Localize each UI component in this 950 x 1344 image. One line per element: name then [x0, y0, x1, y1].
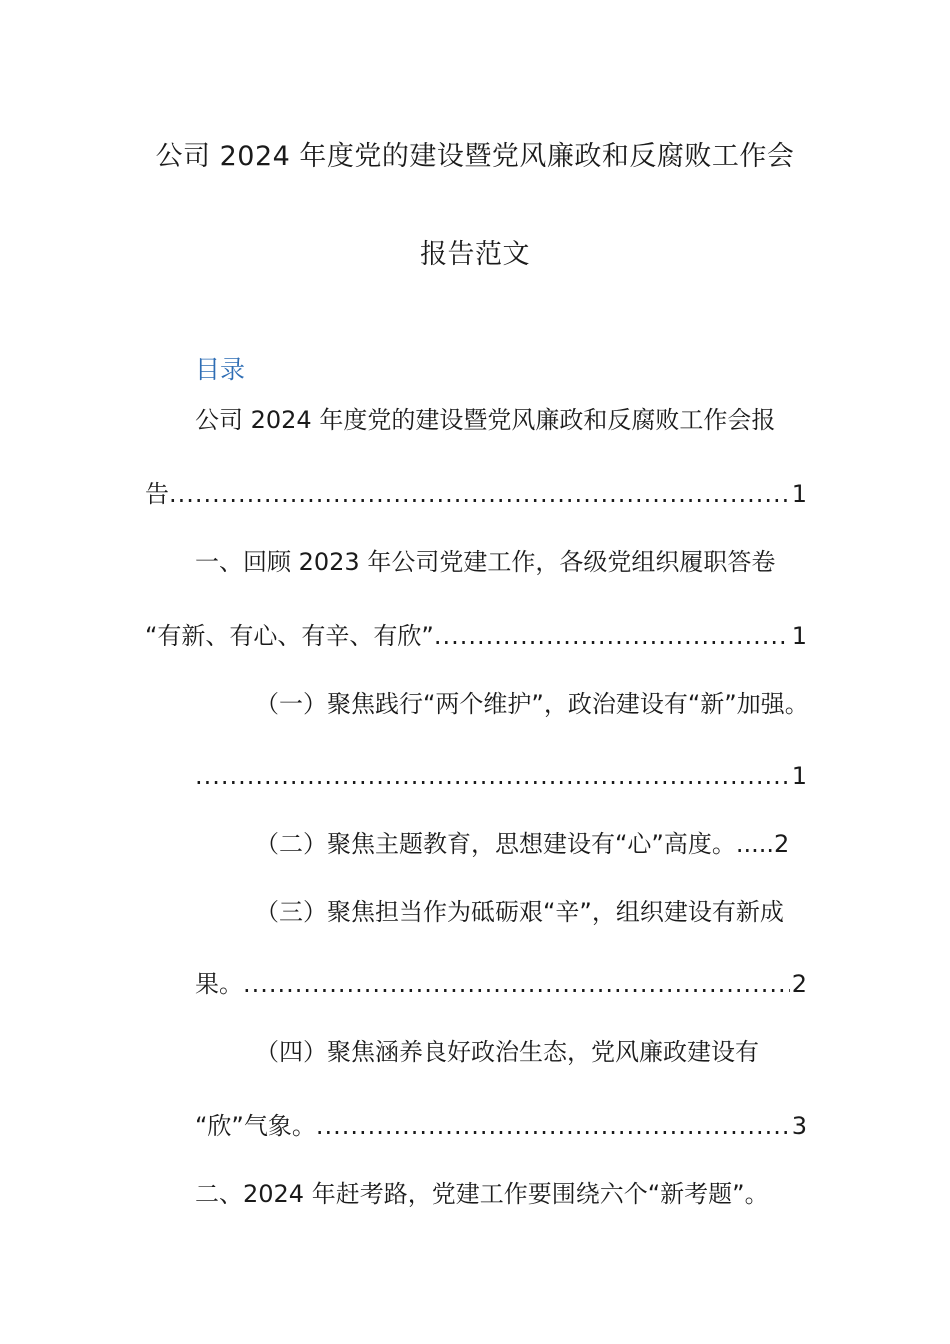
toc-entry-7-line-1[interactable]: 二、2024 年赶考路，党建工作要围绕六个“新考题”。	[195, 1180, 769, 1208]
dot-leader	[169, 478, 790, 510]
toc-entry-5-line-1: （三）聚焦担当作为砥砺艰“辛”，组织建设有新成	[255, 898, 784, 926]
toc-entry-5-line-2: 果。	[195, 970, 243, 998]
dot-leader	[195, 760, 790, 792]
toc-entry-1-line-2: 告	[145, 480, 169, 508]
toc-entry-6-page: 3	[791, 1112, 807, 1140]
toc-entry-5-page: 2	[791, 970, 807, 998]
dot-leader	[316, 1110, 790, 1142]
toc-entry-6-line-1: （四）聚焦涵养良好政治生态，党风廉政建设有	[255, 1038, 759, 1066]
toc-entry-4[interactable]	[255, 828, 789, 860]
toc-entry-1-page: 1	[791, 480, 807, 508]
toc-heading: 目录	[195, 355, 246, 384]
toc-entry-2-line-2: “有新、有心、有辛、有欣”	[145, 622, 434, 650]
toc-entry-4-page: 2	[774, 830, 790, 858]
toc-entry-4-text: （二）聚焦主题教育，思想建设有“心”高度。	[255, 830, 736, 858]
document-title-line-2: 报告范文	[420, 239, 530, 270]
toc-entry-6-line-2: “欣”气象。	[195, 1112, 316, 1140]
document-title-line-1: 公司 2024 年度党的建设暨党风廉政和反腐败工作会	[155, 141, 795, 172]
toc-entry-5-leader[interactable]	[195, 968, 807, 1000]
toc-entry-4-dots: .....	[735, 830, 775, 858]
toc-entry-1-line-1: 公司 2024 年度党的建设暨党风廉政和反腐败工作会报	[195, 406, 776, 434]
toc-entry-2-line-1: 一、回顾 2023 年公司党建工作，各级党组织履职答卷	[195, 548, 776, 576]
toc-entry-3-leader[interactable]	[195, 760, 807, 792]
toc-entry-3-page: 1	[791, 762, 807, 790]
toc-entry-3-line-1: （一）聚焦践行“两个维护”，政治建设有“新”加强。	[255, 690, 809, 718]
toc-entry-6-leader[interactable]	[195, 1110, 807, 1142]
toc-entry-2-page: 1	[791, 622, 807, 650]
toc-entry-2-leader[interactable]	[145, 620, 807, 652]
dot-leader	[243, 968, 790, 1000]
toc-entry-1-leader[interactable]	[145, 478, 807, 510]
dot-leader	[434, 620, 790, 652]
